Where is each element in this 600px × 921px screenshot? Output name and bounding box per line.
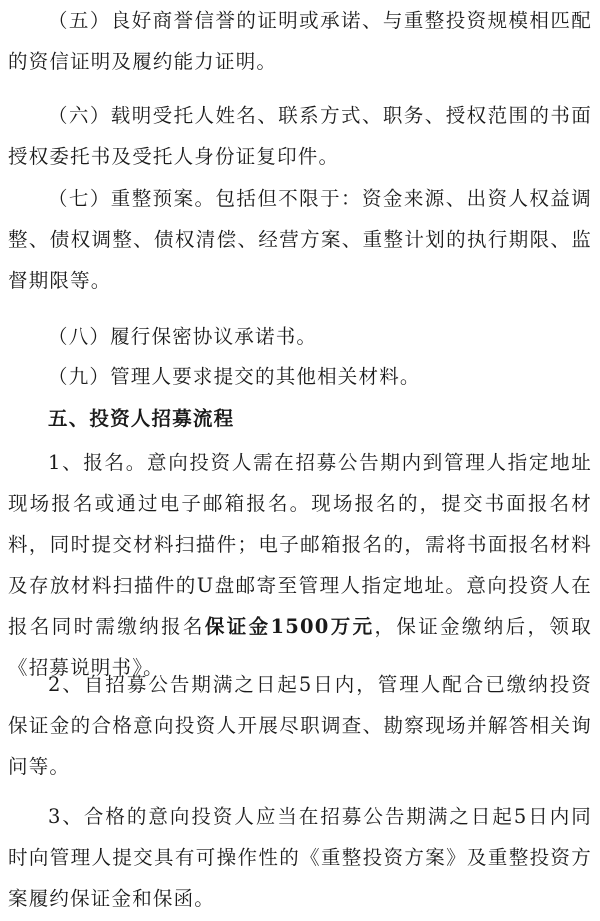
section-heading: 五、投资人招募流程	[48, 407, 235, 430]
paragraph-step-3: 3、合格的意向投资人应当在招募公告期满之日起5日内同时向管理人提交具有可操作性的《重整投资方案》及重整投资方案履约保证金和保函。	[8, 805, 592, 910]
paragraph-item-7: （七）重整预案。包括但不限于：资金来源、出资人权益调整、债权调整、债权清偿、经营方案、重整计划的执行期限、监督期限等。	[8, 187, 592, 292]
paragraph-item-9: （九）管理人要求提交的其他相关材料。	[48, 365, 421, 388]
step-1-text: 1、报名。意向投资人需在招募公告期内到管理人指定地址现场报名或通过电子邮箱报名。现场报名的，提交书面报名材料，同时提交材料扫描件；电子邮箱报名的，需将书面报名材料及存放材料扫描件的U盘邮寄至管理人指定地址。意向投资人在报名同时需缴纳报名	[8, 451, 592, 638]
paragraph-item-5: （五）良好商誉信誉的证明或承诺、与重整投资规模相匹配的资信证明及履约能力证明。	[8, 9, 592, 73]
step-1-deposit-emphasis: 保证金1500万元	[204, 615, 375, 638]
paragraph-item-8: （八）履行保密协议承诺书。	[48, 325, 318, 348]
paragraph-step-2: 2、自招募公告期满之日起5日内，管理人配合已缴纳投资保证金的合格意向投资人开展尽职调查、勘察现场并解答相关询问等。	[8, 673, 592, 778]
paragraph-step-1	[8, 442, 592, 688]
step-1-text-end: ，保证金缴纳后，领取《招募说明书》。	[8, 615, 592, 679]
paragraph-item-6: （六）载明受托人姓名、联系方式、职务、授权范围的书面授权委托书及受托人身份证复印件。	[8, 104, 592, 168]
